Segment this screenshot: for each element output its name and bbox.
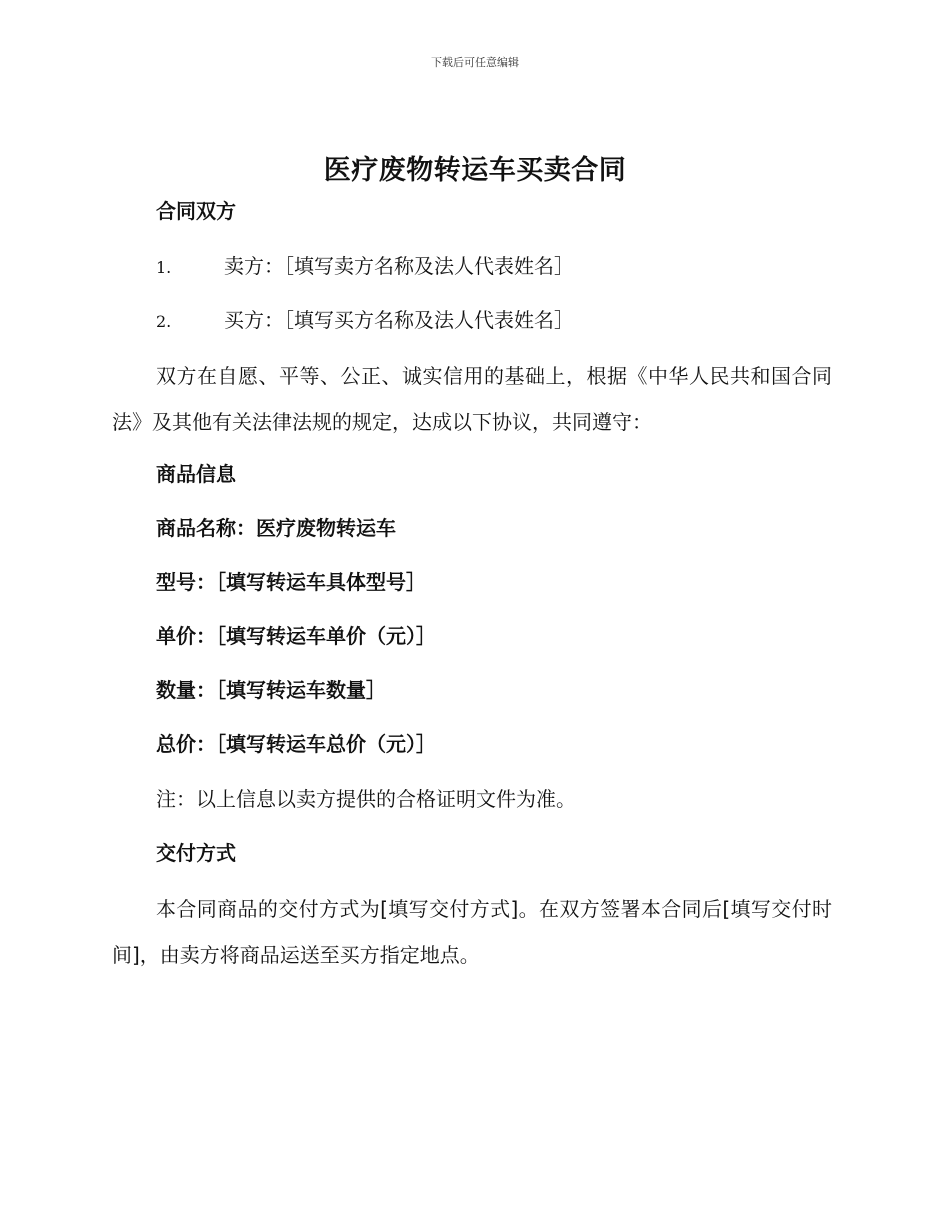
section-heading-parties: 合同双方	[156, 199, 236, 223]
party-buyer-text: 买方：［填写买方名称及法人代表姓名］	[224, 308, 574, 332]
product-unit-price: 单价：［填写转运车单价（元）］	[156, 624, 436, 648]
party-seller-text: 卖方：［填写卖方名称及法人代表姓名］	[224, 254, 574, 278]
product-model: 型号：［填写转运车具体型号］	[156, 570, 426, 594]
section-heading-delivery: 交付方式	[156, 841, 236, 865]
product-quantity: 数量：［填写转运车数量］	[156, 678, 386, 702]
delivery-paragraph: 本合同商品的交付方式为[填写交付方式]。在双方签署本合同后[填写交付时间]，由卖方将商品运送至买方指定地点。	[112, 897, 832, 967]
product-total-price: 总价：［填写转运车总价（元）］	[156, 732, 436, 756]
document-title: 医疗废物转运车买卖合同	[323, 155, 627, 186]
product-name: 商品名称：医疗废物转运车	[156, 516, 396, 540]
product-note: 注：以上信息以卖方提供的合格证明文件为准。	[156, 787, 576, 811]
section-heading-product: 商品信息	[156, 462, 236, 486]
list-number: 1.	[156, 258, 172, 277]
party-seller	[156, 251, 574, 283]
list-number: 2.	[156, 312, 172, 331]
party-buyer	[156, 305, 574, 337]
intro-paragraph: 双方在自愿、平等、公正、诚实信用的基础上，根据《中华人民共和国合同法》及其他有关法律法规的规定，达成以下协议，共同遵守：	[112, 364, 832, 434]
page-header: 下载后可任意编辑	[431, 56, 519, 69]
